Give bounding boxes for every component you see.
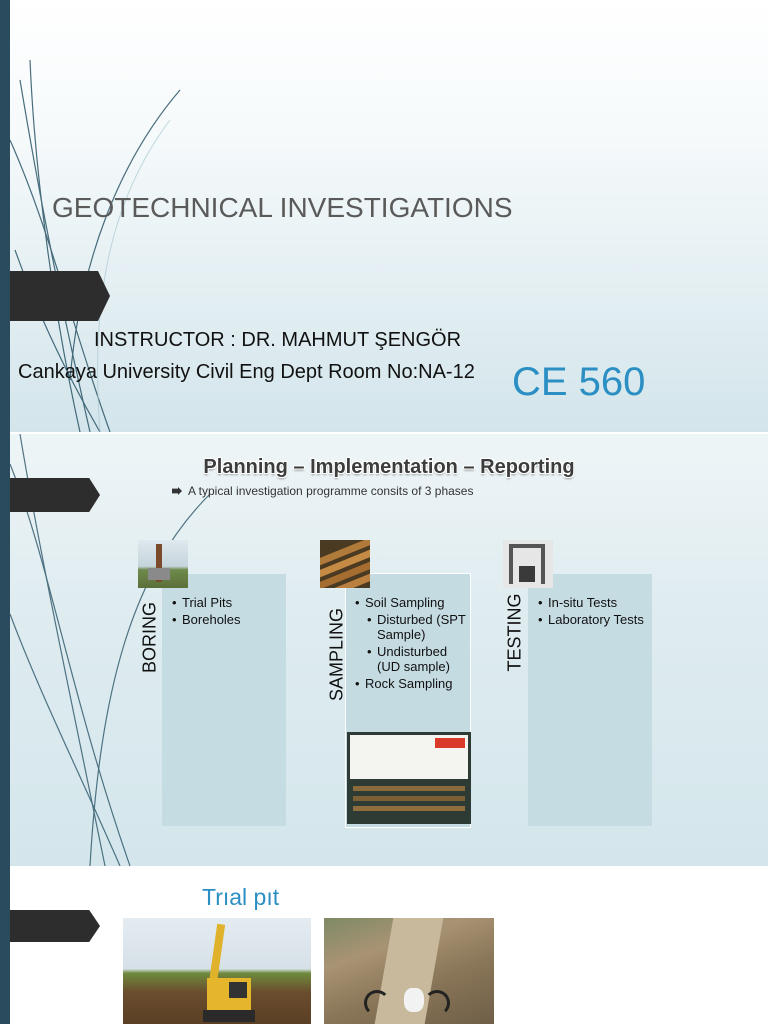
core-box-photo	[347, 732, 471, 824]
lab-equipment-photo	[503, 540, 553, 588]
trial-pit-title: Trıal pıt	[202, 884, 280, 910]
trial-pit-trench-photo	[324, 918, 494, 1024]
boring-label: BORING	[139, 602, 160, 674]
arrow-bullet-icon	[172, 487, 182, 495]
list-item: • Undisturbed (UD sample)	[367, 644, 467, 674]
boring-list	[172, 595, 282, 629]
sampling-label: SAMPLING	[326, 607, 347, 702]
list-item: • In-situ Tests	[538, 595, 650, 610]
instructor-text: INSTRUCTOR : DR. MAHMUT ŞENGÖR	[94, 329, 462, 351]
slide-title: GEOTECHNICAL INVESTIGATIONS	[52, 192, 513, 223]
course-code: CE 560	[512, 360, 646, 404]
list-item: • Laboratory Tests	[538, 612, 650, 627]
soil-cores-photo	[320, 540, 370, 588]
sampling-list	[355, 595, 467, 693]
list-item: • Boreholes	[172, 612, 282, 627]
section-tab	[10, 478, 100, 512]
list-item: • Trial Pits	[172, 595, 282, 610]
phases-subtitle	[172, 484, 473, 498]
testing-label: TESTING	[504, 593, 525, 672]
phases-subtitle-text: A typical investigation programme consits of 3 phases	[188, 484, 474, 498]
testing-list	[538, 595, 650, 629]
left-edge-bar	[0, 0, 10, 1024]
slide-1[interactable]	[10, 0, 768, 432]
university-text: Cankaya University Civil Eng Dept Room No:NA-12	[18, 361, 475, 383]
phases-heading: Planning – Implementation – Reporting	[203, 456, 575, 478]
list-item: • Disturbed (SPT Sample)	[367, 612, 467, 642]
section-tab	[10, 910, 100, 942]
list-item: • Soil Sampling	[355, 595, 467, 610]
section-tab	[10, 271, 110, 321]
list-item: • Rock Sampling	[355, 676, 467, 691]
slide-3[interactable]	[10, 868, 768, 1024]
slide-2[interactable]	[10, 434, 768, 866]
excavator-photo	[123, 918, 311, 1024]
drilling-rig-photo	[138, 540, 188, 588]
